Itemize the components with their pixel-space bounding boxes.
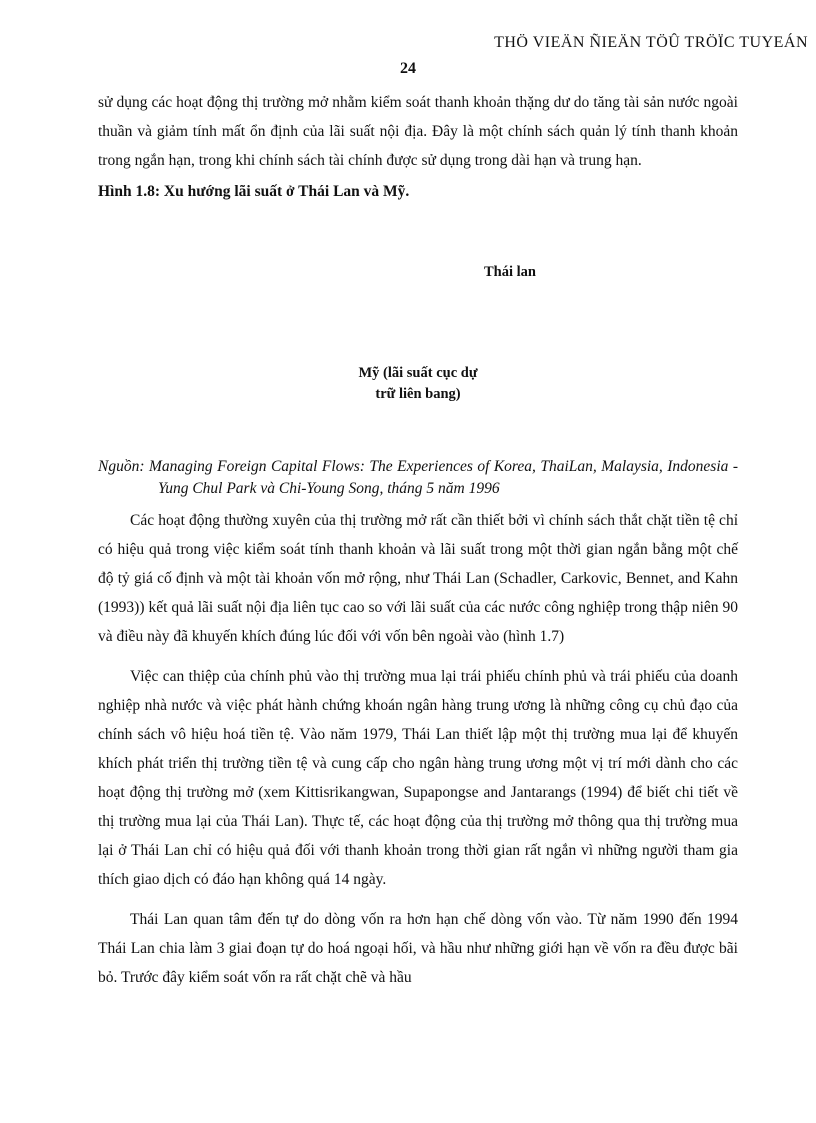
figure-label-us-line-2: trữ liên bang) xyxy=(375,386,461,402)
body-paragraph-2: Việc can thiệp của chính phủ vào thị trường mua lại trái phiếu chính phủ và trái phiếu của doanh nghiệp nhà nước và việc phát hành chứng khoán ngân hàng trung ương là những công cụ chủ đạo của chính sách vô hiệu hoá tiền tệ. Vào năm 1979, Thái Lan thiết lập một thị trường mua lại để khuyến khích phát triển thị trường tiền tệ và cung cấp cho ngân hàng trung ương một vị trí mới dành cho các hoạt động thị trường mở (xem Kittisrikangwan, Supapongse and Jantarangs (1994) để biết chi tiết về thị trường mua lại của Thái Lan). Thực tế, các hoạt động của thị trường mở thông qua thị trường mua lại ở Thái Lan chỉ có hiệu quả đối với thanh khoản trong thời gian rất ngắn vì những người tham gia thích giao dịch có đáo hạn không quá 14 ngày. xyxy=(98,668,738,888)
figure-label-us xyxy=(308,363,528,405)
figure-label-us-line-1: Mỹ (lãi suất cục dự xyxy=(358,365,478,381)
body-paragraph-3: Thái Lan quan tâm đến tự do dòng vốn ra hơn hạn chế dòng vốn vào. Từ năm 1990 đến 1994 Thái Lan chia làm 3 giai đoạn tự do hoá ngoại hối, và hầu như những giới hạn về vốn ra đều được bãi bỏ. Trước đây kiểm soát vốn ra rất chặt chẽ và hầu xyxy=(98,911,738,986)
figure-source: Nguồn: Managing Foreign Capital Flows: The Experiences of Korea, ThaiLan, Malaysia, Indonesia - Yung Chul Park và Chi-Young Song, tháng 5 năm 1996 xyxy=(98,458,738,497)
page-number: 24 xyxy=(400,60,416,77)
figure-caption: Hình 1.8: Xu hướng lãi suất ở Thái Lan và Mỹ. xyxy=(98,183,410,200)
figure-area xyxy=(98,206,738,446)
header-watermark: THÖ VIEÄN ÑIEÄN TÖÛ TRÖÏC TUYEÁN xyxy=(494,34,808,51)
body-paragraph-1: Các hoạt động thường xuyên của thị trường mở rất cần thiết bởi vì chính sách thắt chặt tiền tệ chỉ có hiệu quả trong việc kiểm soát tính thanh khoản và lãi suất trong một thời gian ngắn bằng một chế độ tỷ giá cố định và một tài khoản vốn mở rộng, như Thái Lan (Schadler, Carkovic, Bennet, and Kahn (1993)) kết quả lãi suất nội địa liên tục cao so với lãi suất của các nước công nghiệp trong thập niên 90 và điều này đã khuyến khích đúng lúc đối với vốn bên ngoài vào (hình 1.7) xyxy=(98,512,738,645)
figure-label-thailand: Thái lan xyxy=(484,264,536,280)
page-body xyxy=(98,88,738,1003)
intro-paragraph: sử dụng các hoạt động thị trường mở nhằm kiểm soát thanh khoản thặng dư do tăng tài sản nước ngoài thuần và giảm tính mất ổn định của lãi suất nội địa. Đây là một chính sách quản lý tính thanh khoản trong ngắn hạn, trong khi chính sách tài chính được sử dụng trong dài hạn và trung hạn. xyxy=(98,94,738,169)
